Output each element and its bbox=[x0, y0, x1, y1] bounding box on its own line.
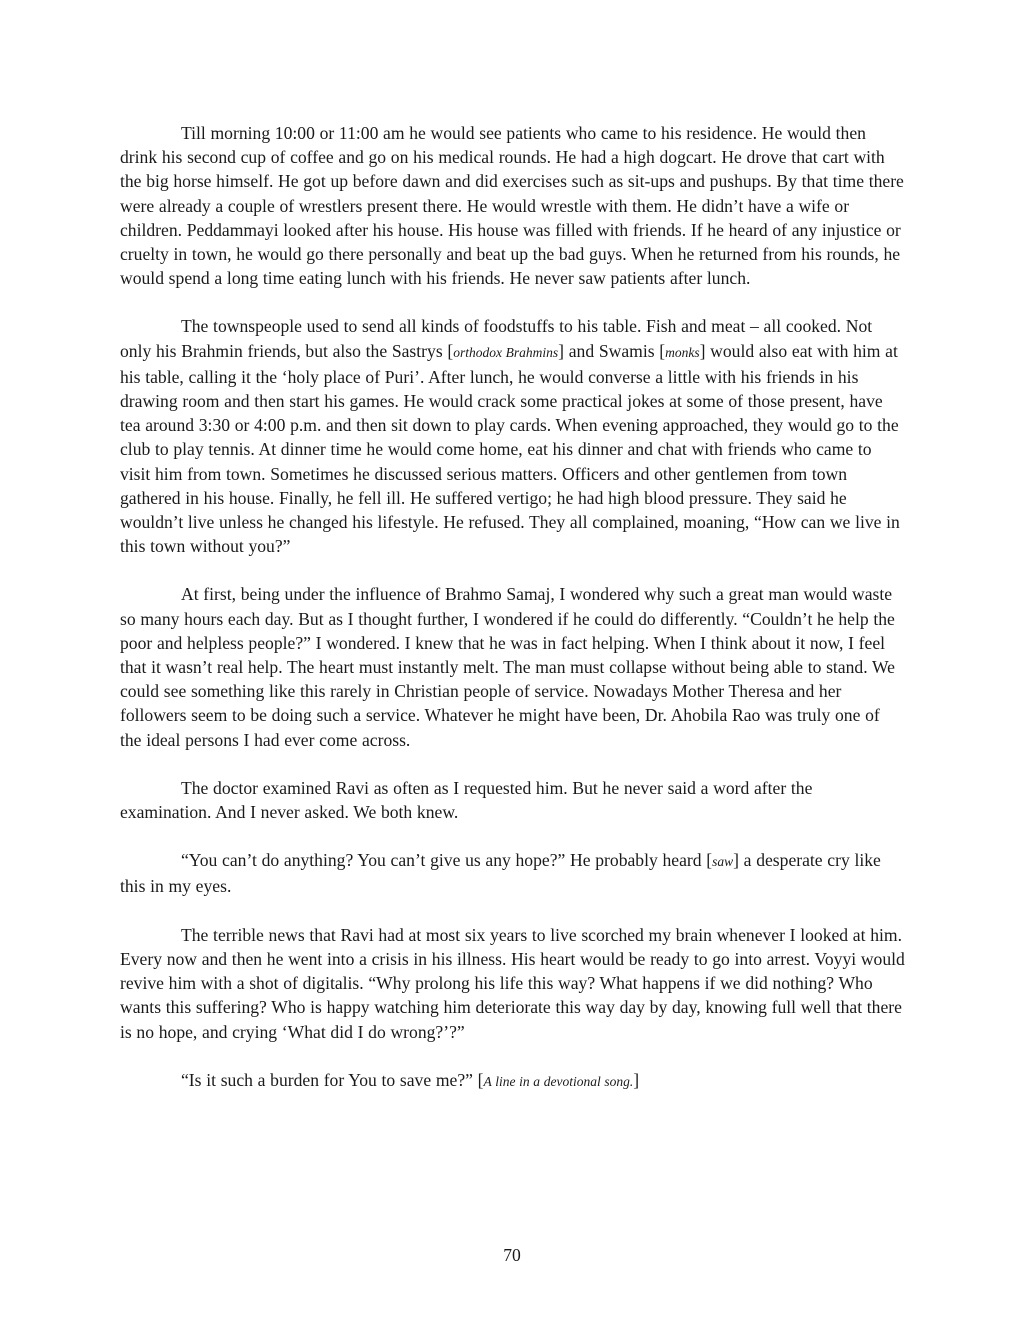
bracketed-note: saw bbox=[712, 854, 734, 870]
paragraph-text: At first, being under the influence of Brahmo Samaj, I wondered why such a great man would waste so many hours each day. But as I thought further, I wondered if he could do differently. “Couldn’t he help the poor and helpless people?” I wondered. I knew that he was in fact helping. When I think about it now, I feel that it wasn’t real help. The heart must instantly melt. The man must collapse without being able to stand. We could see something like this rarely in Christian people of service. Nowadays Mother Theresa and her followers seem to be doing such a service. Whatever he might have been, Dr. Ahobila Rao was truly one of the ideal persons I had ever come across. bbox=[120, 584, 895, 750]
paragraph-2 bbox=[120, 314, 905, 558]
paragraph-text: The doctor examined Ravi as often as I requested him. But he never said a word after the examination. And I never asked. We both knew. bbox=[120, 777, 813, 823]
bracketed-note: monks bbox=[665, 344, 700, 360]
paragraph-text: ] and Swamis [ bbox=[558, 340, 666, 361]
paragraph-text: “Is it such a burden for You to save me?” [ bbox=[181, 1069, 484, 1090]
paragraph-text: ] a desperate cry like this in my eyes. bbox=[120, 850, 881, 897]
paragraph-4 bbox=[120, 776, 905, 824]
bracketed-note: A line in a devotional song. bbox=[483, 1073, 634, 1089]
page-body bbox=[120, 121, 905, 1118]
paragraph-7 bbox=[120, 1068, 905, 1094]
paragraph-text: The terrible news that Ravi had at most six years to live scorched my brain whenever I looked at him. Every now and then he went into a crisis in his illness. His heart would be ready to go into arrest. Voyyi would revive him with a shot of digitalis. “Why prolong his life this way? What happens if we did nothing? Who wants this suffering? Who is happy watching him deteriorate this way day by day, knowing full well that there is no hope, and crying ‘What did I do wrong?’?” bbox=[120, 924, 905, 1042]
paragraph-1 bbox=[120, 121, 905, 290]
paragraph-text: ] bbox=[633, 1069, 640, 1090]
bracketed-note: orthodox Brahmins bbox=[453, 344, 559, 360]
paragraph-text: ] would also eat with him at his table, calling it the ‘holy place of Puri’. After lunch, he would converse a little with his friends in his drawing room and then start his games. He would crack some practical jokes at some of those present, have tea around 3:30 or 4:00 p.m. and then sit down to play cards. When evening approached, they would go to the club to play tennis. At dinner time he would come home, eat his dinner and chat with friends who came to visit him from town. Sometimes he discussed serious matters. Officers and other gentlemen from town gathered in his house. Finally, he fell ill. He suffered vertigo; he had high blood pressure. They said he wouldn’t live unless he changed his lifestyle. He refused. They all complained, moaning, “How can we live in this town without you?” bbox=[120, 340, 900, 557]
page-number: 70 bbox=[503, 1245, 521, 1265]
paragraph-6 bbox=[120, 923, 905, 1044]
paragraph-5 bbox=[120, 848, 905, 898]
paragraph-text: “You can’t do anything? You can’t give us any hope?” He probably heard [ bbox=[181, 850, 713, 871]
paragraph-text: Till morning 10:00 or 11:00 am he would see patients who came to his residence. He would then drink his second cup of coffee and go on his medical rounds. He had a high dogcart. He drove that cart with the big horse himself. He got up before dawn and did exercises such as sit-ups and pushups. By that time there were already a couple of wrestlers present there. He would wrestle with them. He didn’t have a wife or children. Peddammayi looked after his house. His house was filled with friends. If he heard of any injustice or cruelty in town, he would go there personally and beat up the bad guys. When he returned from his rounds, he would spend a long time eating lunch with his friends. He never saw patients after lunch. bbox=[120, 123, 904, 289]
paragraph-3 bbox=[120, 582, 905, 751]
paragraph-text: The townspeople used to send all kinds of foodstuffs to his table. Fish and meat – all cooked. Not only his Brahmin friends, but also the Sastrys [ bbox=[120, 316, 873, 361]
